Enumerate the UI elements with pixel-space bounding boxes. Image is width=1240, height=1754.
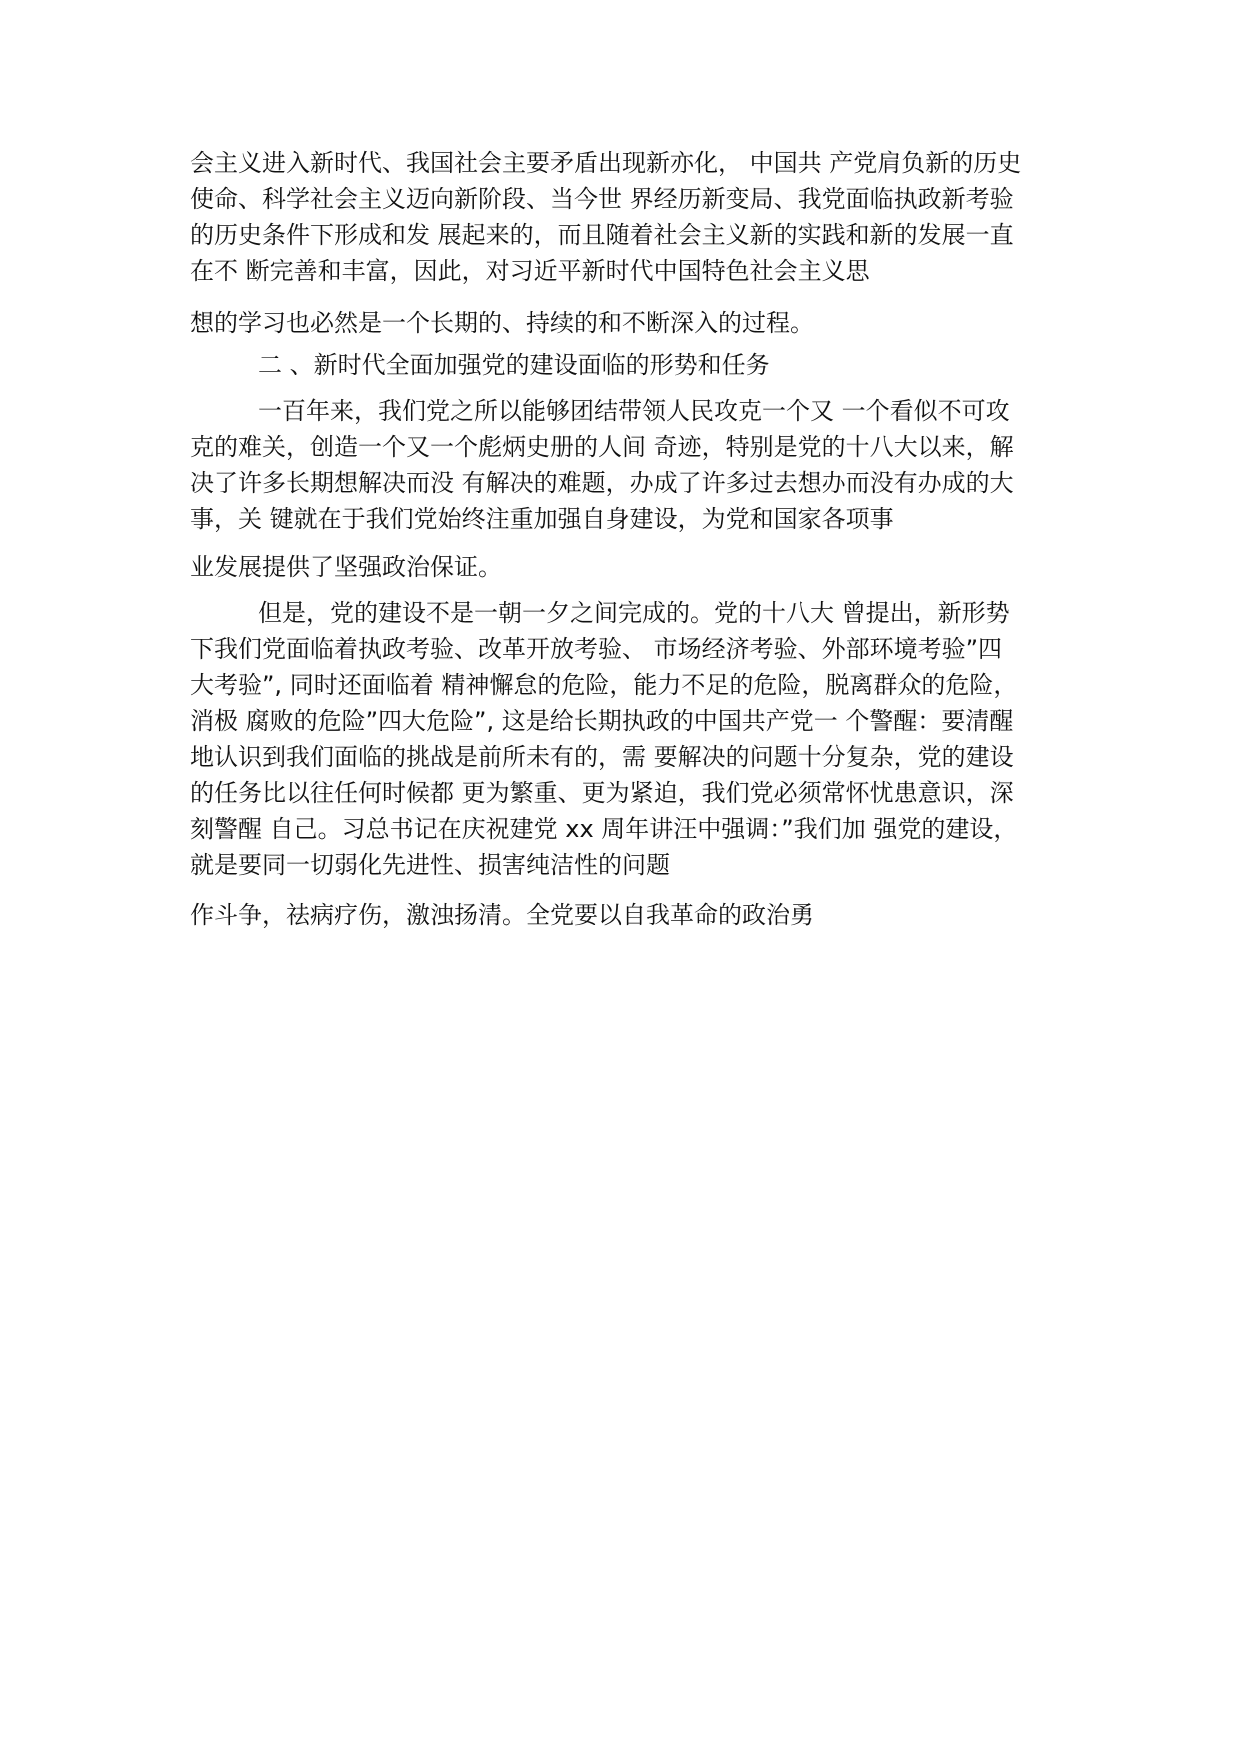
text-line: 下我们党面临着执政考验、改革开放考验、 市场经济考验、外部环境考验”四 [190,635,1003,663]
text-line: 大考验”, 同时还面临着 精神懈怠的危险，能力不足的危险，脱离群众的危险， [190,671,1018,699]
section-heading: 二 、新时代全面加强党的建设面临的形势和任务 [258,351,770,379]
text-line: 事，关 键就在于我们党始终注重加强自身建设，为党和国家各项事 [190,505,894,533]
text-line: 的任务比以往任何时候都 更为繁重、更为紧迫，我们党必须常怀忧患意识，深 [190,779,1014,807]
text-line: 消极 腐败的危险”四大危险”, 这是给长期执政的中国共产党一 个警醒：要清醒 [190,707,1014,735]
text-line: 就是要同一切弱化先进性、损害纯洁性的问题 [190,851,670,879]
text-line: 业发展提供了坚强政治保证。 [190,553,502,581]
text-line: 克的难关，创造一个又一个彪炳史册的人间 奇迹，特别是党的十八大以来，解 [190,433,1014,461]
text-line: 想的学习也必然是一个长期的、持续的和不断深入的过程。 [190,309,814,337]
text-line: 会主义进入新时代、我国社会主要矛盾出现新亦化， 中国共 产党肩负新的历史 [190,149,1022,177]
text-line: 作斗争，祛病疗伤，激浊扬清。全党要以自我革命的政治勇 [190,901,814,929]
text-line: 一百年来，我们党之所以能够团结带领人民攻克一个又 一个看似不可攻 [258,397,1010,425]
text-line: 在不 断完善和丰富，因此，对习近平新时代中国特色社会主义思 [190,257,870,285]
text-line: 决了许多长期想解决而没 有解决的难题，办成了许多过去想办而没有办成的大 [190,469,1014,497]
text-line: 刻警醒 自己。习总书记在庆祝建党 xx 周年讲汪中强调：”我们加 强党的建设， [190,815,1018,843]
text-line: 地认识到我们面临的挑战是前所未有的，需 要解决的问题十分复杂，党的建设 [190,743,1014,771]
text-line: 使命、科学社会主义迈向新阶段、当今世 界经历新变局、我党面临执政新考验 [190,185,1014,213]
text-line: 的历史条件下形成和发 展起来的，而且随着社会主义新的实践和新的发展一直 [190,221,1014,249]
text-line: 但是，党的建设不是一朝一夕之间完成的。党的十八大 曾提出，新形势 [258,599,1010,627]
